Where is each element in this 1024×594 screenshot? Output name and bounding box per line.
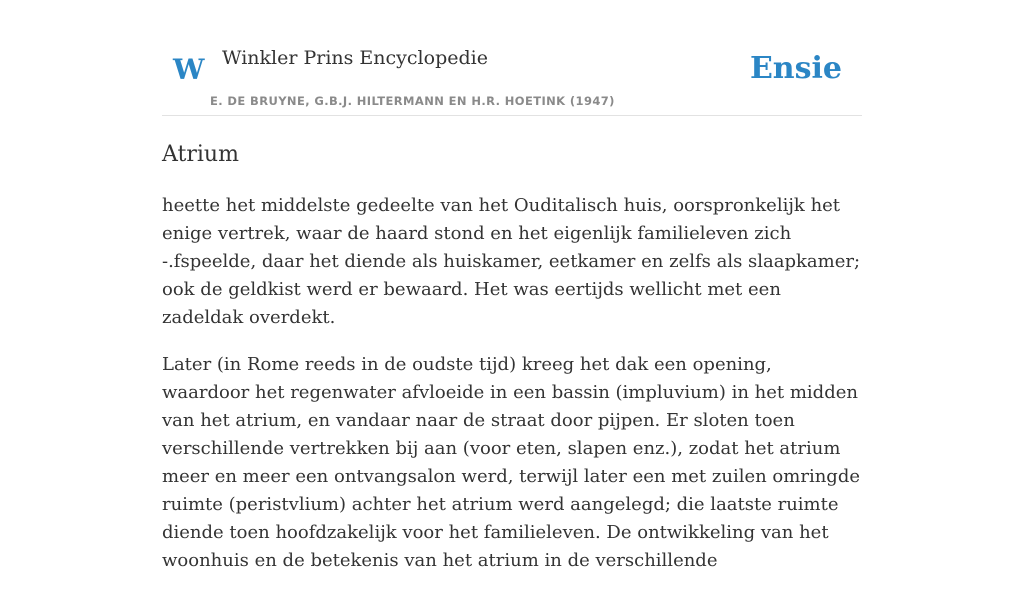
article-headword: Atrium <box>162 142 239 167</box>
publication-header <box>162 30 862 116</box>
publication-authors: E. DE BRUYNE, G.B.J. HILTERMANN EN H.R. HOETINK (1947) <box>210 94 615 108</box>
publication-title[interactable]: Winkler Prins Encyclopedie <box>222 47 488 69</box>
ensie-logo[interactable]: Ensie <box>749 51 842 86</box>
article-body <box>162 192 862 594</box>
article-paragraph: Later (in Rome reeds in de oudste tijd) kreeg het dak een opening, waardoor het regenwater afvloeide in een bassin (impluvium) in het midden van het atrium, en vandaar naar de straat door pijpen. Er sloten toen verschillende vertrekken bij aan (voor eten, slapen enz.), zodat het atrium meer en meer een ontvangsalon werd, terwijl later een met zuilen omringde ruimte (peristvlium) achter het atrium werd aangelegd; die laatste ruimte diende toen hoofdzakelijk voor het familieleven. De ontwikkeling van het woonhuis en de betekenis van het atrium in de verschillende <box>162 354 860 571</box>
article-paragraph: heette het middelste gedeelte van het Ouditalisch huis, oorspronkelijk het enige vertrek, waar de haard stond en het eigenlijk familieleven zich -.fspeelde, daar het diende als huiskamer, eetkamer en zelfs als slaapkamer; ook de geldkist werd er bewaard. Het was eertijds wellicht met een zadeldak overdekt. <box>162 195 861 328</box>
publication-logo[interactable]: W <box>173 53 205 86</box>
